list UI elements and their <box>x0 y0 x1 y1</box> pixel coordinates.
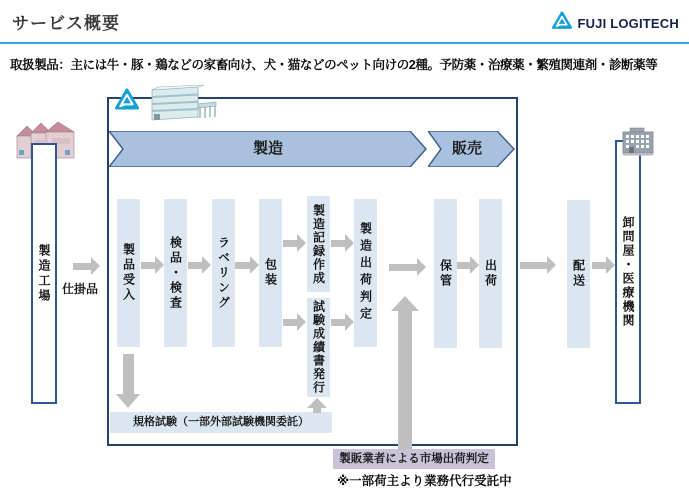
wholesaler-medical-label: 卸問屋・医療機関 <box>621 216 635 328</box>
flow-arrow <box>283 313 306 331</box>
step-label: 配送 <box>571 259 586 289</box>
page-title: サービス概要 <box>12 14 120 33</box>
flow-arrow <box>592 256 615 274</box>
step-delivery <box>567 200 590 348</box>
frame-logo-icon <box>115 88 139 117</box>
step-storage <box>434 199 457 348</box>
manufacturing-plant-label: 製造工場 <box>37 243 51 304</box>
step-label: 製造記録作成 <box>311 203 326 285</box>
step-shipping <box>479 199 502 348</box>
flow-arrow <box>520 256 556 274</box>
step-label: 検品・検査 <box>168 235 183 311</box>
flow-arrow <box>188 256 211 274</box>
spec-test-box: 規格試験（一部外部試験機関委託） <box>110 412 332 433</box>
flow-arrow <box>389 258 426 276</box>
step-label: 包装 <box>263 258 278 288</box>
wip-label: 仕掛品 <box>61 282 98 296</box>
wholesaler-medical-box <box>615 140 641 404</box>
step-label: 製造出荷判定 <box>358 222 373 324</box>
step-label: 製品受入 <box>121 243 136 303</box>
step-label: ラベリング <box>216 235 231 311</box>
step-labeling <box>212 199 235 347</box>
flow-arrow <box>457 256 479 274</box>
step-test-report-issuance <box>307 298 330 397</box>
step-inspection <box>164 199 187 347</box>
step-label: 出荷 <box>483 258 498 289</box>
manufacturing-plant-box <box>31 143 57 404</box>
market-judgment-up-arrow <box>391 296 419 450</box>
step-mfg-shipping-judgment <box>354 199 377 347</box>
header-divider <box>0 42 689 44</box>
step-label: 試験成績書発行 <box>311 300 326 395</box>
product-description: 取扱製品：主には牛・豚・鶏などの家畜向け、犬・猫などのペット向けの2種。予防薬・治療薬・繁殖関連剤・診断薬等 <box>10 58 658 72</box>
step-label: 保管 <box>438 258 453 289</box>
flow-arrow <box>283 234 306 252</box>
test-report-up-arrow <box>307 398 327 413</box>
step-product-receiving <box>117 199 140 347</box>
wip-flow-arrow <box>73 257 100 275</box>
agency-note: ※一部荷主より業務代行受託中 <box>337 474 512 488</box>
step-mfg-record-creation <box>307 196 330 292</box>
flow-arrow <box>331 234 354 252</box>
office-building-icon <box>620 127 656 162</box>
flow-arrow <box>235 256 259 274</box>
flow-arrow <box>331 313 354 331</box>
warehouse-icon <box>142 84 218 133</box>
company-logo <box>552 11 679 36</box>
company-logo-text: FUJI LOGITECH <box>577 16 679 31</box>
spec-test-down-arrow <box>116 354 141 408</box>
manufacturing-phase-label: 製造 <box>252 140 283 157</box>
market-judgment-box: 製販業者による市場出荷判定 <box>333 449 495 469</box>
fuji-logitech-logo-icon <box>552 11 572 36</box>
step-packaging <box>259 199 282 347</box>
flow-arrow <box>141 256 164 274</box>
sales-phase-label: 販売 <box>451 140 482 157</box>
